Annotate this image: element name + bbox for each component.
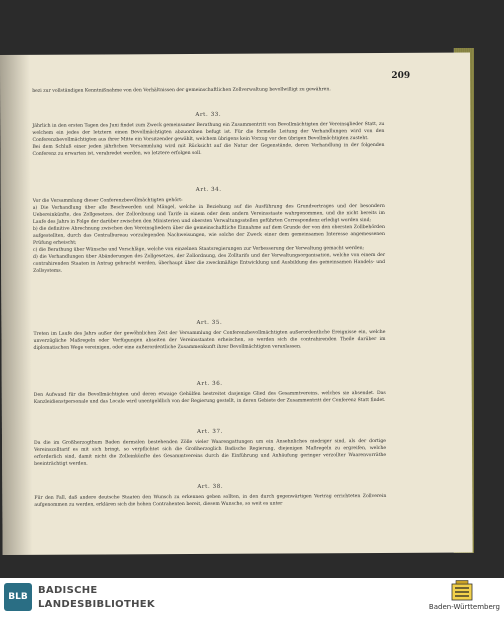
- article-37-text: Da die im Großherzogthum Baden dermalen bestehenden Zölle vieler Waarengattungen um ein Ansehnliches niedriger sind, als der dortige Vereinszolltarif es mit sich bringt, so verpflichtet sich die Großherzoglich Badische Regierung, diejenigen Maßregeln zu ergreifen, welche erforderlich sind, damit nicht die Zolleinkünfte des Gesammtvereins durch die Einführung und Anhäufung geringer verzollter Waarenvorräthe beeinträchtigt werden.: [34, 438, 387, 467]
- article-33-heading: Art. 33.: [195, 111, 222, 118]
- article-33-paragraph: Jährlich in den ersten Tagen des Juni findet zum Zweck gemeinsamer Berathung ein Zusammentritt von Bevollmächtigten der Vereinsglieder Statt, zu welchem ein jedes der letztern einen Bevollmächtigten abzuordnen befugt ist. Für die formelle Leitung der Verhandlungen wird von den Conferenzbevollmächtigten aus ihrer Mitte ein Vorsitzender gewählt, welchem übrigens kein Vorzug vor den übrigen Bevollmächtigten zusteht.: [32, 121, 385, 143]
- article-34-item-c: c) die Berathung über Wünsche und Vorschläge, welche von einzelnen Staatsregierungen zur Verbesserung der Verwaltung gemacht werden;: [33, 246, 365, 253]
- article-33-paragraph: Bei dem Schluß einer jeden jährlichen Versammlung wird mit Rücksicht auf die Natur der Gegenstände, deren Verhandlung in der folgenden Conferenz zu erwarten ist, verabredet werden, wo letztere erfolgen soll.: [32, 142, 385, 157]
- library-logo[interactable]: BLB: [4, 583, 32, 611]
- article-33-body: [32, 121, 384, 158]
- article-34-heading: Art. 34.: [195, 186, 222, 193]
- intro-block: [32, 86, 384, 95]
- article-37-heading: Art. 37.: [197, 428, 223, 435]
- article-38-text: Für den Fall, daß andere deutsche Staaten den Wunsch zu erkennen geben sollten, in den durch gegenwärtigen Vertrag errichteten Zollverein aufgenommen zu werden, erklären sich die hohen Contrahenten bereit, diesem Wunsche, so weit es unter: [34, 493, 387, 508]
- article-37-body: [34, 438, 386, 468]
- article-34-item-b: b) die definitive Abrechnung zwischen den Vereinsgliedern über die gemeinschaftliche Einnahme auf dem Grunde der von den obersten Zollbehörden aufgestellten, durch das Centralbureau vorzulegenden Nachweisungen, wie solche der Zweck einer dem gemeinsamen Interesse angemessenen Prüfung erheischt;: [32, 224, 385, 246]
- library-name-line-1: BADISCHE: [38, 585, 98, 596]
- page-number: 209: [391, 70, 411, 81]
- partner-label: Baden-Württemberg: [428, 603, 500, 611]
- article-36-heading: Art. 36.: [196, 380, 223, 387]
- article-35-heading: Art. 35.: [196, 319, 223, 326]
- article-38-heading: Art. 38.: [197, 483, 224, 490]
- binding-shadow: [0, 55, 33, 555]
- intro-text: bezi zur vollständigen Kenntnißnahme von den Verhältnissen der gemeinschaftlichen Zollverwaltung bevollwilligt zu gewähren.: [32, 87, 331, 94]
- article-34-item-d: d) die Verhandlungen über Abänderungen des Zollgesetzes, der Zollordnung, des Zolltarifs und der Verwaltungsorganisation, welche von einem der contrahirenden Staaten in Antrag gebracht werden, überhaupt über die zweckmäßige Entwicklung und Ausbildung des gemeinsamen Handels- und Zollsystems.: [33, 252, 386, 274]
- article-35-body: [33, 329, 385, 352]
- article-34-body: [33, 196, 385, 275]
- article-36-text: Den Aufwand für die Bevollmächtigten und deren etwaige Gehülfen bestreitet dasjenige Glied des Gesammtvereins, welches sie absendet. Das Kanzleidienstpersonale und das Locale wird unentgeldlich von der Regierung gestellt, in deren Gebiete der Zusammentritt der Conferenz Statt findet.: [33, 390, 386, 405]
- footer-bar: [0, 578, 504, 618]
- article-36-body: [34, 390, 386, 406]
- book-page: [0, 53, 473, 555]
- baden-wuerttemberg-crest-icon: [450, 580, 474, 602]
- article-38-body: [34, 493, 386, 509]
- article-34-item-a: a) Die Verhandlung über alle Beschwerden und Mängel, welche in Beziehung auf die Ausführung des Grundvertrages und der besondern Uebereinkünfte, des Zollgesetzes, der Zollordnung und Tarife in einem oder dem andern Vereinsstaate wahrgenommen, und die nicht bereits im Laufe des Jahrs in Folge der darüber zwischen den Ministerien und obersten Verwaltungsstellen geführten Correspondenz erledigt worden sind;: [32, 203, 385, 225]
- library-name-line-2: LANDESBIBLIOTHEK: [38, 599, 155, 610]
- article-35-text: Treten im Laufe des Jahrs außer der gewöhnlichen Zeit der Versammlung der Conferenzbevollmächtigten außerordentliche Ereignisse ein, welche unverzügliche Maßregeln oder Verfügungen abseiten der Vereinsstaaten erheischen, so werden sich die contrahirenden Theile darüber im diplomatischen Wege vereinigen, oder eine außerordentliche Zusammenkunft ihrer Bevollmächtigten veranlassen.: [33, 329, 386, 351]
- article-34-lead: Vor die Versammlung dieser Conferenzbevollmächtigten gehört:: [32, 198, 183, 204]
